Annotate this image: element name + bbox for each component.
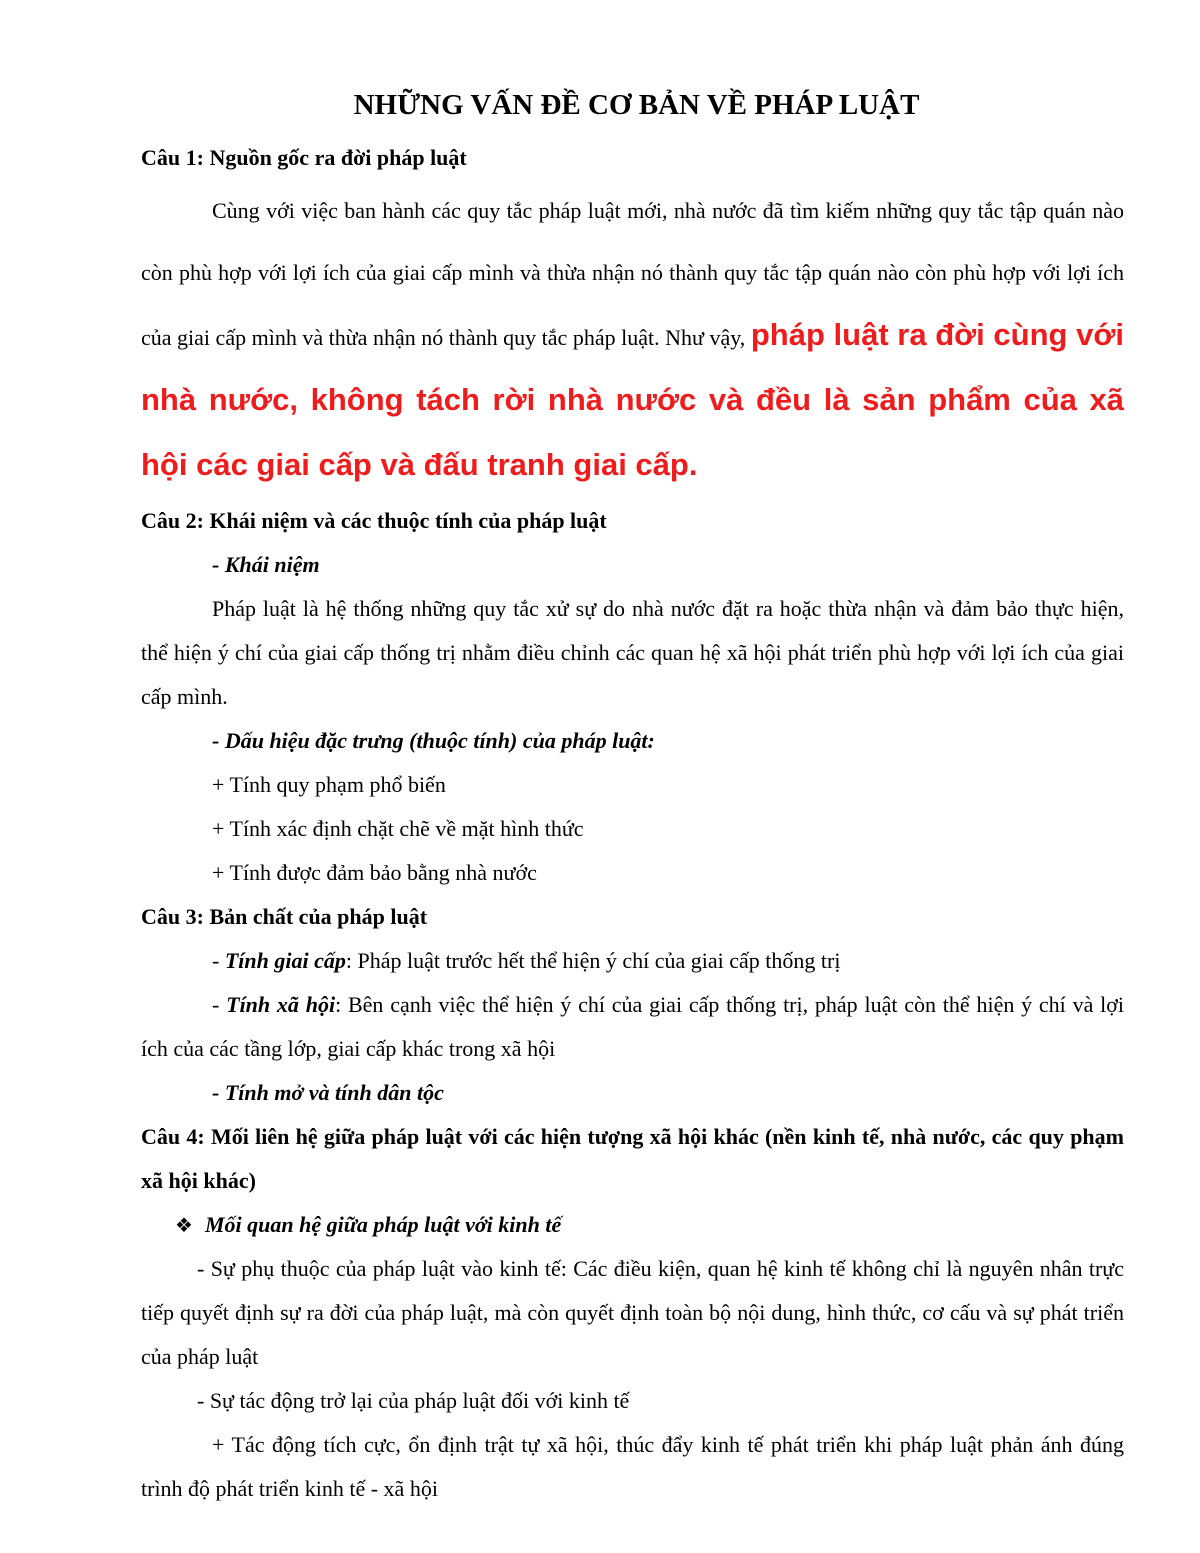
features-label: - Dấu hiệu đặc trưng (thuộc tính) của pháp luật: [212,728,655,753]
question-1-text: Cùng với việc ban hành các quy tắc pháp luật mới, nhà nước đã tìm kiếm những quy tắc tập quán nào còn phù hợp với lợi ích của giai cấp mình và thừa nhận nó thành quy tắc tập quán nào còn phù hợp với lợi ích của giai cấp mình và thừa nhận nó thành quy tắc pháp luật. Như vậy, [141,198,1124,350]
economy-dependence: - Sự phụ thuộc của pháp luật vào kinh tế: Các điều kiện, quan hệ kinh tế không chỉ là nguyên nhân trực tiếp quyết định sự ra đời của pháp luật, mà còn quyết định toàn bộ nội dung, hình thức, cơ cấu và sự phát triển của pháp luật [141,1256,1124,1369]
economy-feedback: - Sự tác động trở lại của pháp luật đối với kinh tế [197,1388,630,1413]
economy-relation-bullet [141,1203,1124,1247]
question-1-emphasis: pháp luật ra đời cùng với nhà nước, không tách rời nhà nước và đều là sản phẩm của xã hội các giai cấp và đấu tranh giai cấp. [141,317,1125,482]
nature-social-item [141,983,1124,1071]
nature-class-item [141,939,1124,983]
nature-class-text: : Pháp luật trước hết thể hiện ý chí của giai cấp thống trị [345,948,841,973]
concept-label: - Khái niệm [212,552,320,577]
nature-social-label: Tính xã hội [226,992,336,1017]
concept-text: Pháp luật là hệ thống những quy tắc xử sự do nhà nước đặt ra hoặc thừa nhận và đảm bảo thực hiện, thể hiện ý chí của giai cấp thống trị nhằm điều chỉnh các quan hệ xã hội phát triển phù hợp với lợi ích của giai cấp mình. [141,596,1124,709]
question-2-heading: Câu 2: Khái niệm và các thuộc tính của pháp luật [141,508,607,533]
nature-social-dash: - [212,992,227,1017]
question-1-heading: Câu 1: Nguồn gốc ra đời pháp luật [141,145,467,170]
question-4-heading: Câu 4: Mối liên hệ giữa pháp luật với các hiện tượng xã hội khác (nền kinh tế, nhà nước, các quy phạm xã hội khác) [141,1124,1124,1193]
diamond-bullet-icon: ❖ [175,1213,193,1237]
nature-open-item: - Tính mở và tính dân tộc [212,1080,444,1105]
question-1-paragraph [141,180,1124,499]
economy-relation-label: Mối quan hệ giữa pháp luật với kinh tế [204,1212,562,1237]
document-title: NHỮNG VẤN ĐỀ CƠ BẢN VỀ PHÁP LUẬT [353,89,920,121]
nature-social-text: : Bên cạnh việc thể hiện ý chí của giai cấp thống trị, pháp luật còn thể hiện ý chí và lợi ích của các tầng lớp, giai cấp khác trong xã hội [141,992,1124,1061]
feature-item: + Tính quy phạm phổ biến [212,772,446,797]
feature-item: + Tính xác định chặt chẽ về mặt hình thức [212,816,584,841]
nature-class-label: Tính giai cấp [224,948,346,973]
feature-item: + Tính được đảm bảo bằng nhà nước [212,860,537,885]
economy-positive: + Tác động tích cực, ổn định trật tự xã hội, thúc đẩy kinh tế phát triển khi pháp luật phản ánh đúng trình độ phát triển kinh tế - xã hội [141,1432,1124,1501]
nature-class-dash: - [212,948,225,973]
question-3-heading: Câu 3: Bản chất của pháp luật [141,904,428,929]
